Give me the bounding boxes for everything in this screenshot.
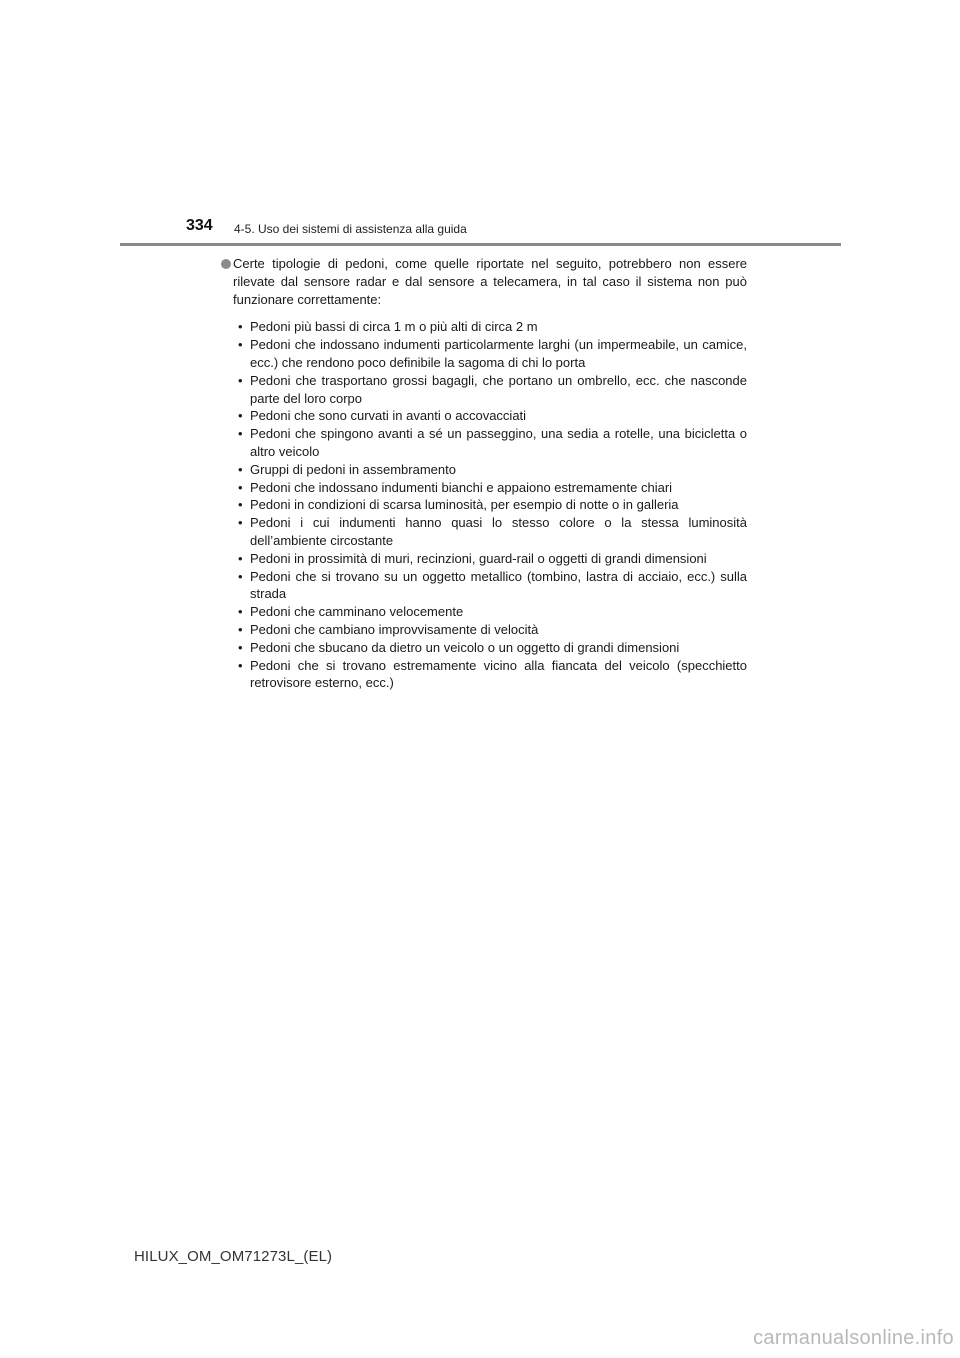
list-item bbox=[221, 372, 747, 408]
list-item-text: Pedoni che indossano indumenti particolarmente larghi (un impermeabile, un camice, ecc.) che rendono poco definibile la sagoma di chi lo porta bbox=[250, 337, 747, 370]
list-item-text: Pedoni in prossimità di muri, recinzioni, guard-rail o oggetti di grandi dimensioni bbox=[250, 550, 707, 566]
list-item-text: Pedoni che si trovano su un oggetto metallico (tombino, lastra di acciaio, ecc.) sulla strada bbox=[250, 568, 747, 602]
list-item-text: Gruppi di pedoni in assembramento bbox=[250, 461, 456, 477]
list-item-text: Pedoni che sono curvati in avanti o accovacciati bbox=[250, 408, 527, 424]
list-item bbox=[221, 496, 747, 514]
bullet-marker: • bbox=[238, 497, 243, 513]
list-item-text: Pedoni in condizioni di scarsa luminosità, per esempio di notte o in galleria bbox=[250, 497, 679, 513]
page-number: 334 bbox=[186, 217, 213, 234]
list-item bbox=[221, 479, 747, 497]
list-item bbox=[221, 621, 747, 639]
bullet-marker: • bbox=[238, 621, 243, 637]
intro-paragraph bbox=[221, 255, 747, 308]
section-title: 4-5. Uso dei sistemi di assistenza alla guida bbox=[234, 222, 467, 236]
intro-text: Certe tipologie di pedoni, come quelle riportate nel seguito, potrebbero non essere rilevate dal sensore radar e dal sensore a telecamera, in tal caso il sistema non può funzionare correttamente: bbox=[233, 256, 747, 307]
bullet-marker: • bbox=[238, 337, 243, 353]
bullet-marker: • bbox=[238, 657, 243, 673]
bullet-marker: • bbox=[238, 408, 243, 424]
bullet-marker: • bbox=[238, 479, 243, 495]
bullet-marker: • bbox=[238, 550, 243, 566]
bullet-marker: • bbox=[238, 604, 243, 620]
list-item-text: Pedoni che spingono avanti a sé un passeggino, una sedia a rotelle, una bicicletta o altro veicolo bbox=[250, 426, 747, 459]
content-body bbox=[221, 255, 747, 692]
list-item-text: Pedoni che si trovano estremamente vicino alla fiancata del veicolo (specchietto retrovisore esterno, ecc.) bbox=[250, 657, 747, 691]
watermark: carmanualsonline.info bbox=[753, 1327, 954, 1349]
header-divider bbox=[120, 243, 841, 246]
list-item-text: Pedoni che cambiano improvvisamente di velocità bbox=[250, 621, 539, 637]
list-item bbox=[221, 514, 747, 550]
list-item bbox=[221, 657, 747, 693]
bullet-marker: • bbox=[238, 372, 243, 388]
list-item-text: Pedoni più bassi di circa 1 m o più alti di circa 2 m bbox=[250, 319, 538, 335]
list-item-text: Pedoni che trasportano grossi bagagli, che portano un ombrello, ecc. che nasconde parte del loro corpo bbox=[250, 372, 747, 406]
bullet-marker: • bbox=[238, 319, 243, 335]
list-item bbox=[221, 639, 747, 657]
pedestrian-conditions-list bbox=[221, 318, 747, 692]
list-item bbox=[221, 461, 747, 479]
list-item bbox=[221, 425, 747, 461]
list-item bbox=[221, 568, 747, 604]
bullet-marker: • bbox=[238, 515, 243, 531]
list-item bbox=[221, 407, 747, 425]
list-item bbox=[221, 318, 747, 336]
circle-bullet-icon bbox=[221, 259, 231, 269]
list-item-text: Pedoni che camminano velocemente bbox=[250, 604, 464, 620]
list-item bbox=[221, 336, 747, 372]
bullet-marker: • bbox=[238, 568, 243, 584]
list-item bbox=[221, 603, 747, 621]
list-item-text: Pedoni che indossano indumenti bianchi e appaiono estremamente chiari bbox=[250, 479, 673, 495]
bullet-marker: • bbox=[238, 639, 243, 655]
bullet-marker: • bbox=[238, 426, 243, 442]
document-code: HILUX_OM_OM71273L_(EL) bbox=[134, 1248, 333, 1265]
list-item-text: Pedoni che sbucano da dietro un veicolo o un oggetto di grandi dimensioni bbox=[250, 639, 680, 655]
list-item bbox=[221, 550, 747, 568]
list-item-text: Pedoni i cui indumenti hanno quasi lo stesso colore o la stessa luminosità dell’ambiente circostante bbox=[250, 515, 747, 548]
bullet-marker: • bbox=[238, 461, 243, 477]
